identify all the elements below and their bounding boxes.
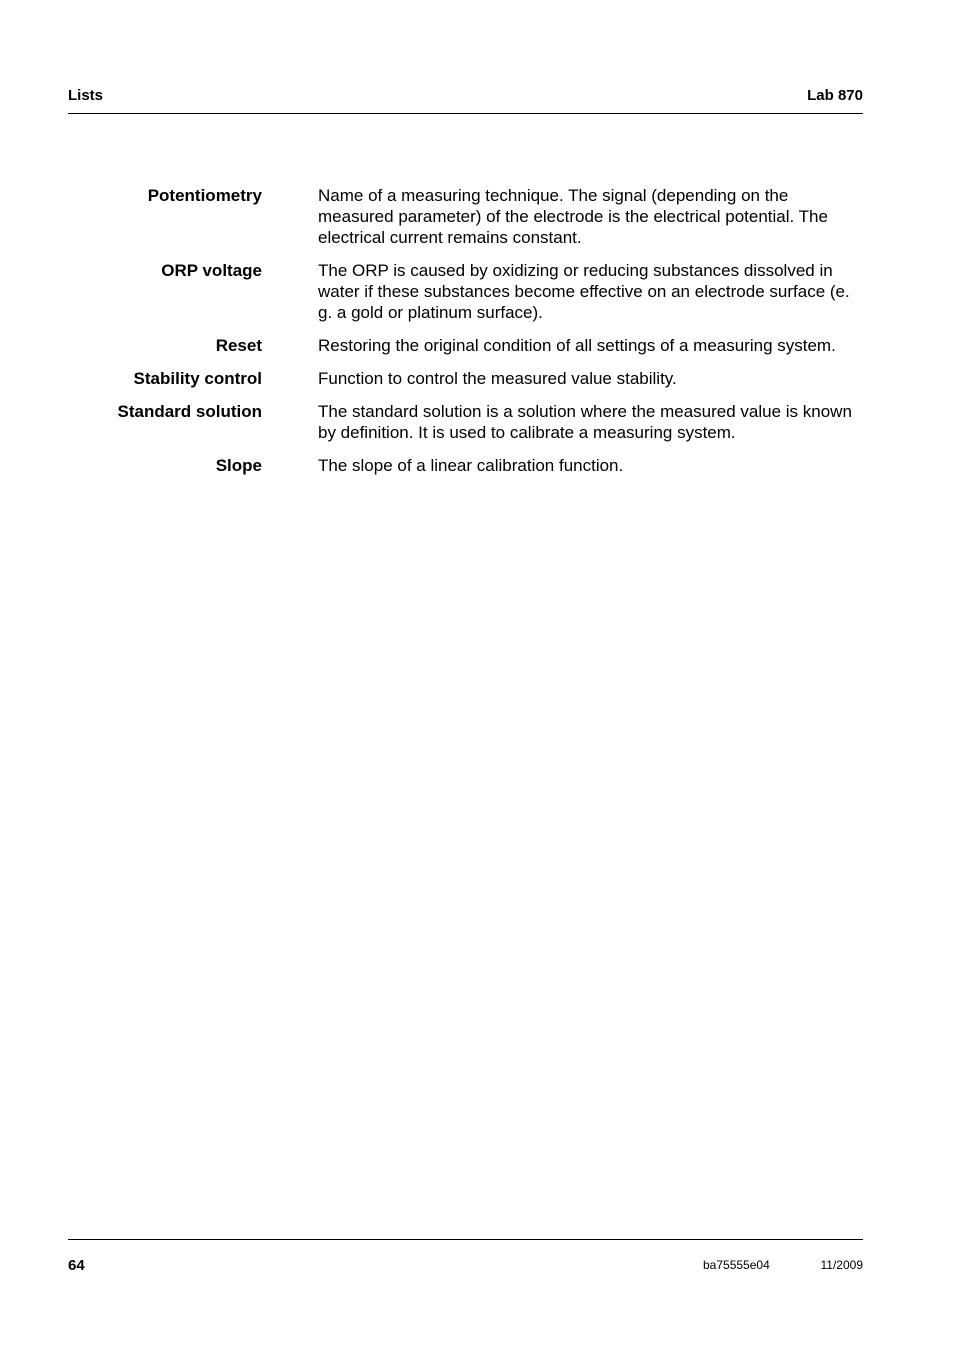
glossary-entry [0,368,954,389]
glossary-definition: The standard solution is a solution where the measured value is known by definition. It is used to calibrate a measuring system. [318,402,852,442]
document-id: ba75555e04 [703,1258,770,1272]
glossary-entry [0,260,954,323]
header-section-title: Lists [68,87,104,104]
glossary-term: Potentiometry [147,186,262,205]
glossary-definition: Name of a measuring technique. The signal (depending on the measured parameter) of the electrode is the electrical potential. The electrical current remains constant. [318,186,828,247]
glossary-term: Standard solution [117,402,262,421]
footer-divider [68,1239,863,1240]
glossary-list [0,185,954,488]
glossary-entry [0,401,954,443]
glossary-definition: The ORP is caused by oxidizing or reducing substances dissolved in water if these substances become effective on an electrode surface (e. g. a gold or platinum surface). [318,261,850,322]
glossary-definition: The slope of a linear calibration function. [318,456,624,475]
glossary-definition: Function to control the measured value stability. [318,369,677,388]
glossary-term: Stability control [133,369,262,388]
page-number: 64 [68,1257,85,1274]
glossary-term: Reset [215,336,262,355]
glossary-entry [0,335,954,356]
glossary-definition: Restoring the original condition of all settings of a measuring system. [318,336,836,355]
document-date: 11/2009 [820,1258,863,1272]
header-product-name: Lab 870 [807,87,863,104]
header-divider [68,113,863,114]
glossary-entry [0,185,954,248]
glossary-term: Slope [215,456,262,475]
glossary-term: ORP voltage [161,261,262,280]
glossary-entry [0,455,954,476]
